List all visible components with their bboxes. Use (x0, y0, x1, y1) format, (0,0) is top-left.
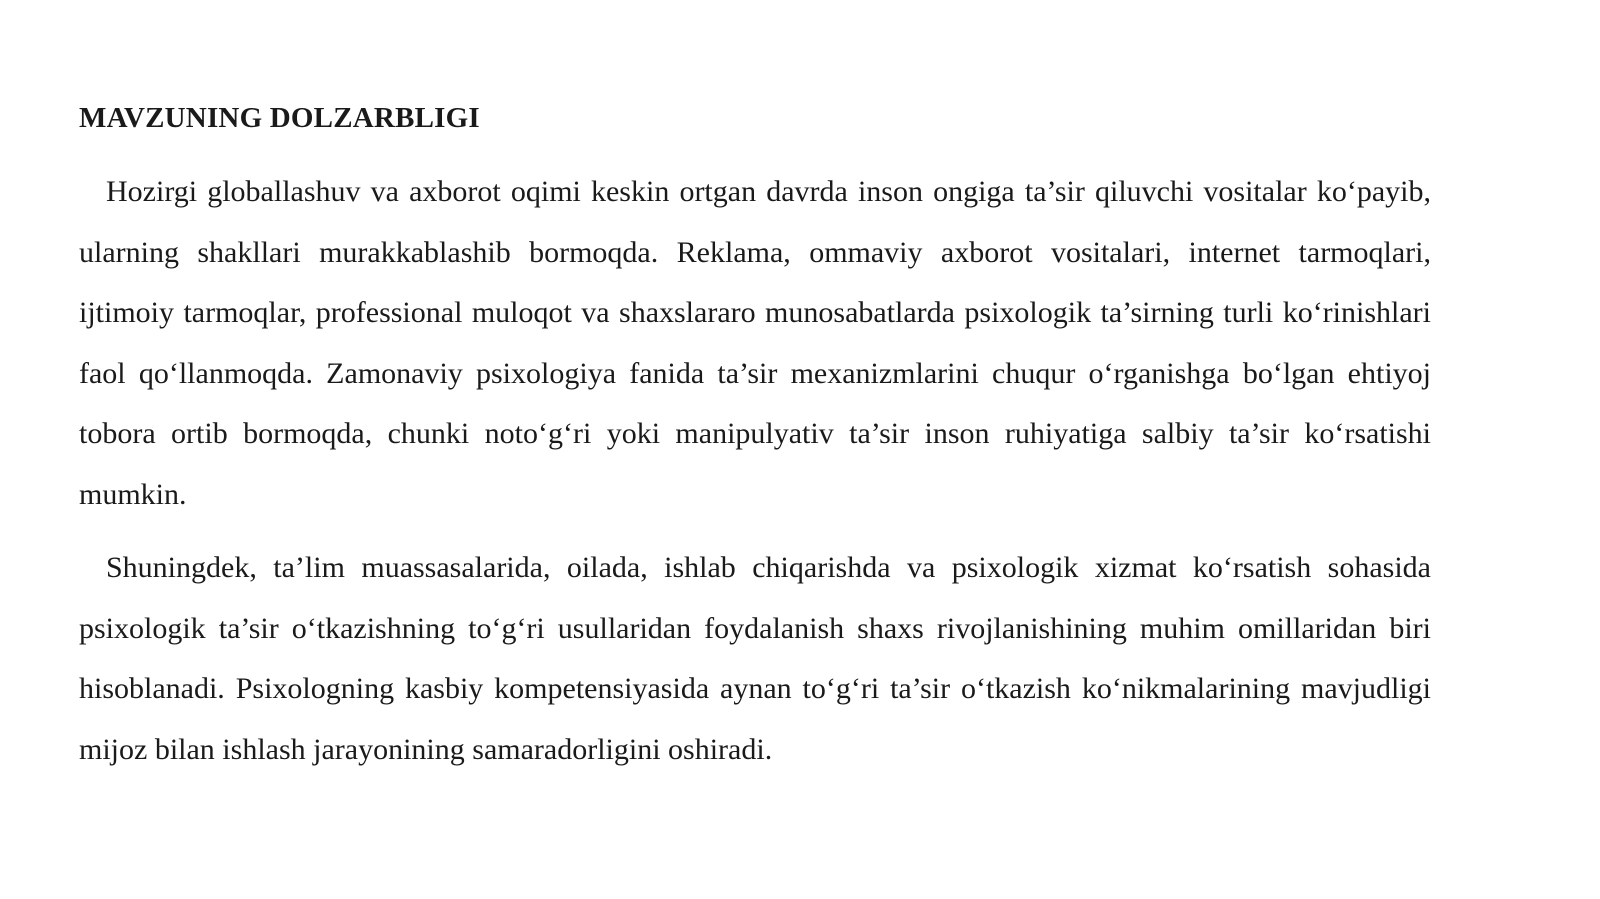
page-title: MAVZUNING DOLZARBLIGI (79, 102, 480, 134)
paragraph-relevance-1: Hozirgi globallashuv va axborot oqimi keskin ortgan davrda inson ongiga ta’sir qiluvchi vositalar ko‘payib, ularning shakllari murakkablashib bormoqda. Reklama, ommaviy axborot vositalari, internet tarmoqlari, ijtimoiy tarmoqlar, professional muloqot va shaxslararo munosabatlarda psixologik ta’sirning turli ko‘rinishlari faol qo‘llanmoqda. Zamonaviy psixologiya fanida ta’sir mexanizmlarini chuqur o‘rganishga bo‘lgan ehtiyoj tobora ortib bormoqda, chunki noto‘g‘ri yoki manipulyativ ta’sir inson ruhiyatiga salbiy ta’sir ko‘rsatishi mumkin. (79, 175, 1431, 511)
paragraph-relevance-2: Shuningdek, ta’lim muassasalarida, oilada, ishlab chiqarishda va psixologik xizmat ko‘rsatish sohasida psixologik ta’sir o‘tkazishning to‘g‘ri usullaridan foydalanish shaxs rivojlanishining muhim omillaridan biri hisoblanadi. Psixologning kasbiy kompetensiyasida aynan to‘g‘ri ta’sir o‘tkazish ko‘nikmalarining mavjudligi mijoz bilan ishlash jarayonining samaradorligini oshiradi. (79, 551, 1431, 766)
document-page (79, 96, 1431, 793)
